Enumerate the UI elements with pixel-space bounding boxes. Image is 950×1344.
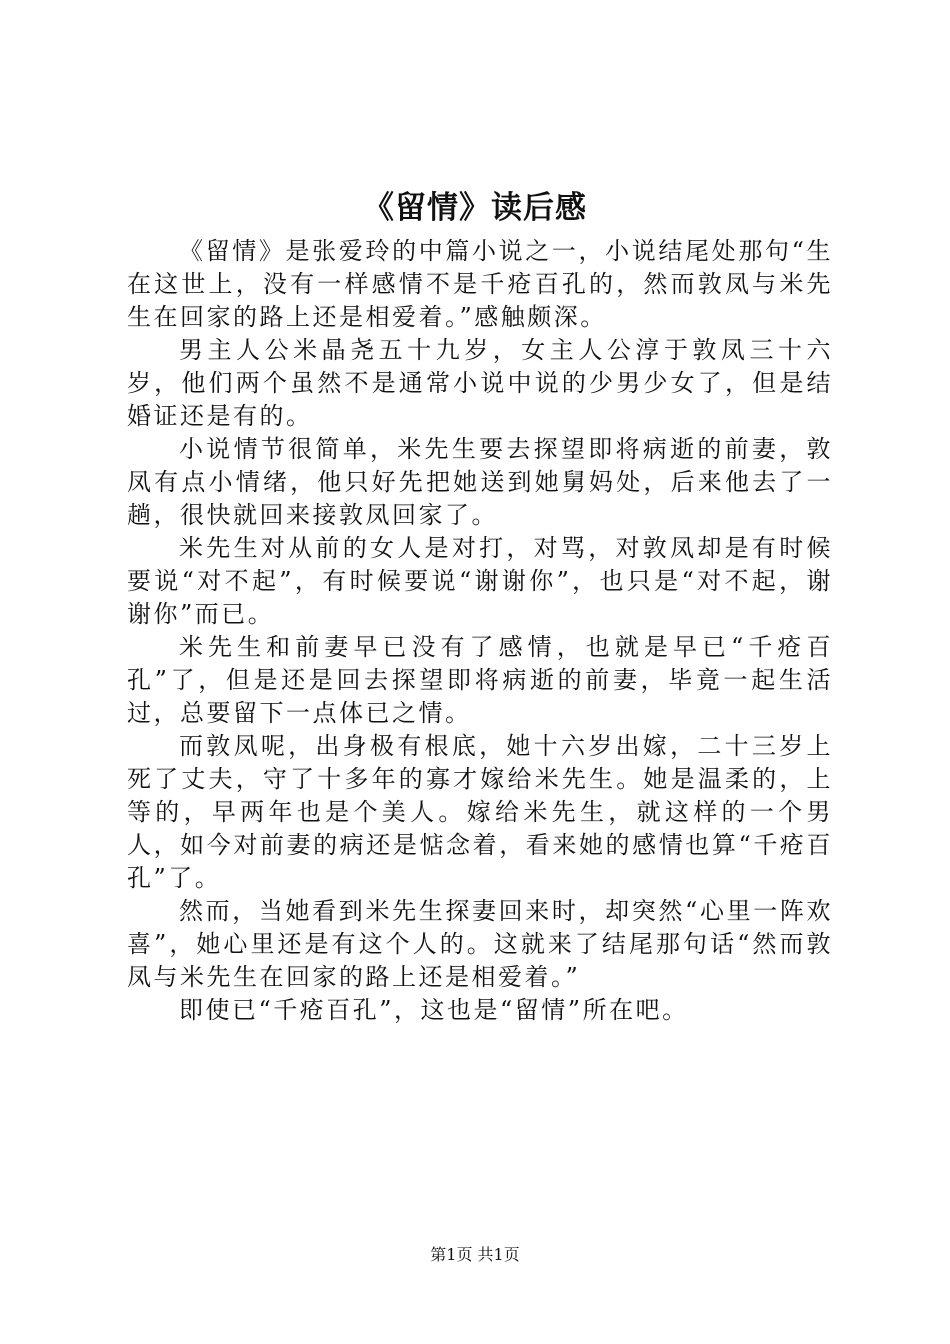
paragraph: 米先生和前妻早已没有了感情，也就是早已“千疮百孔”了，但是还是回去探望即将病逝的前妻，毕竟一起生活过，总要留下一点体已之情。 [127, 633, 833, 727]
paragraph: 然而，当她看到米先生探妻回来时，却突然“心里一阵欢喜”，她心里还是有这个人的。这就来了结尾那句话“然而敦凤与米先生在回家的路上还是相爱着。” [127, 897, 833, 991]
paragraph: 《留情》是张爱玲的中篇小说之一，小说结尾处那句“生在这世上，没有一样感情不是千疮百孔的，然而敦凤与米先生在回家的路上还是相爱着。”感触颇深。 [127, 237, 833, 331]
paragraph: 小说情节很简单，米先生要去探望即将病逝的前妻，敦凤有点小情绪，他只好先把她送到她舅妈处，后来他去了一趟，很快就回来接敦凤回家了。 [127, 435, 833, 529]
paragraph: 即使已“千疮百孔”，这也是“留情”所在吧。 [179, 996, 689, 1024]
page-footer: 第1页 共1页 [430, 1245, 520, 1264]
paragraph: 男主人公米晶尧五十九岁，女主人公淳于敦凤三十六岁，他们两个虽然不是通常小说中说的少男少女了，但是结婚证还是有的。 [127, 336, 833, 430]
document-title: 《留情》读后感 [363, 190, 587, 226]
paragraph: 米先生对从前的女人是对打，对骂，对敦凤却是有时候要说“对不起”，有时候要说“谢谢你”，也只是“对不起，谢谢你”而已。 [127, 534, 833, 628]
paragraph: 而敦凤呢，出身极有根底，她十六岁出嫁，二十三岁上死了丈夫，守了十多年的寡才嫁给米先生。她是温柔的，上等的，早两年也是个美人。嫁给米先生，就这样的一个男人，如今对前妻的病还是惦念着，看来她的感情也算“千疮百孔”了。 [127, 732, 833, 892]
document-body [127, 235, 833, 1027]
